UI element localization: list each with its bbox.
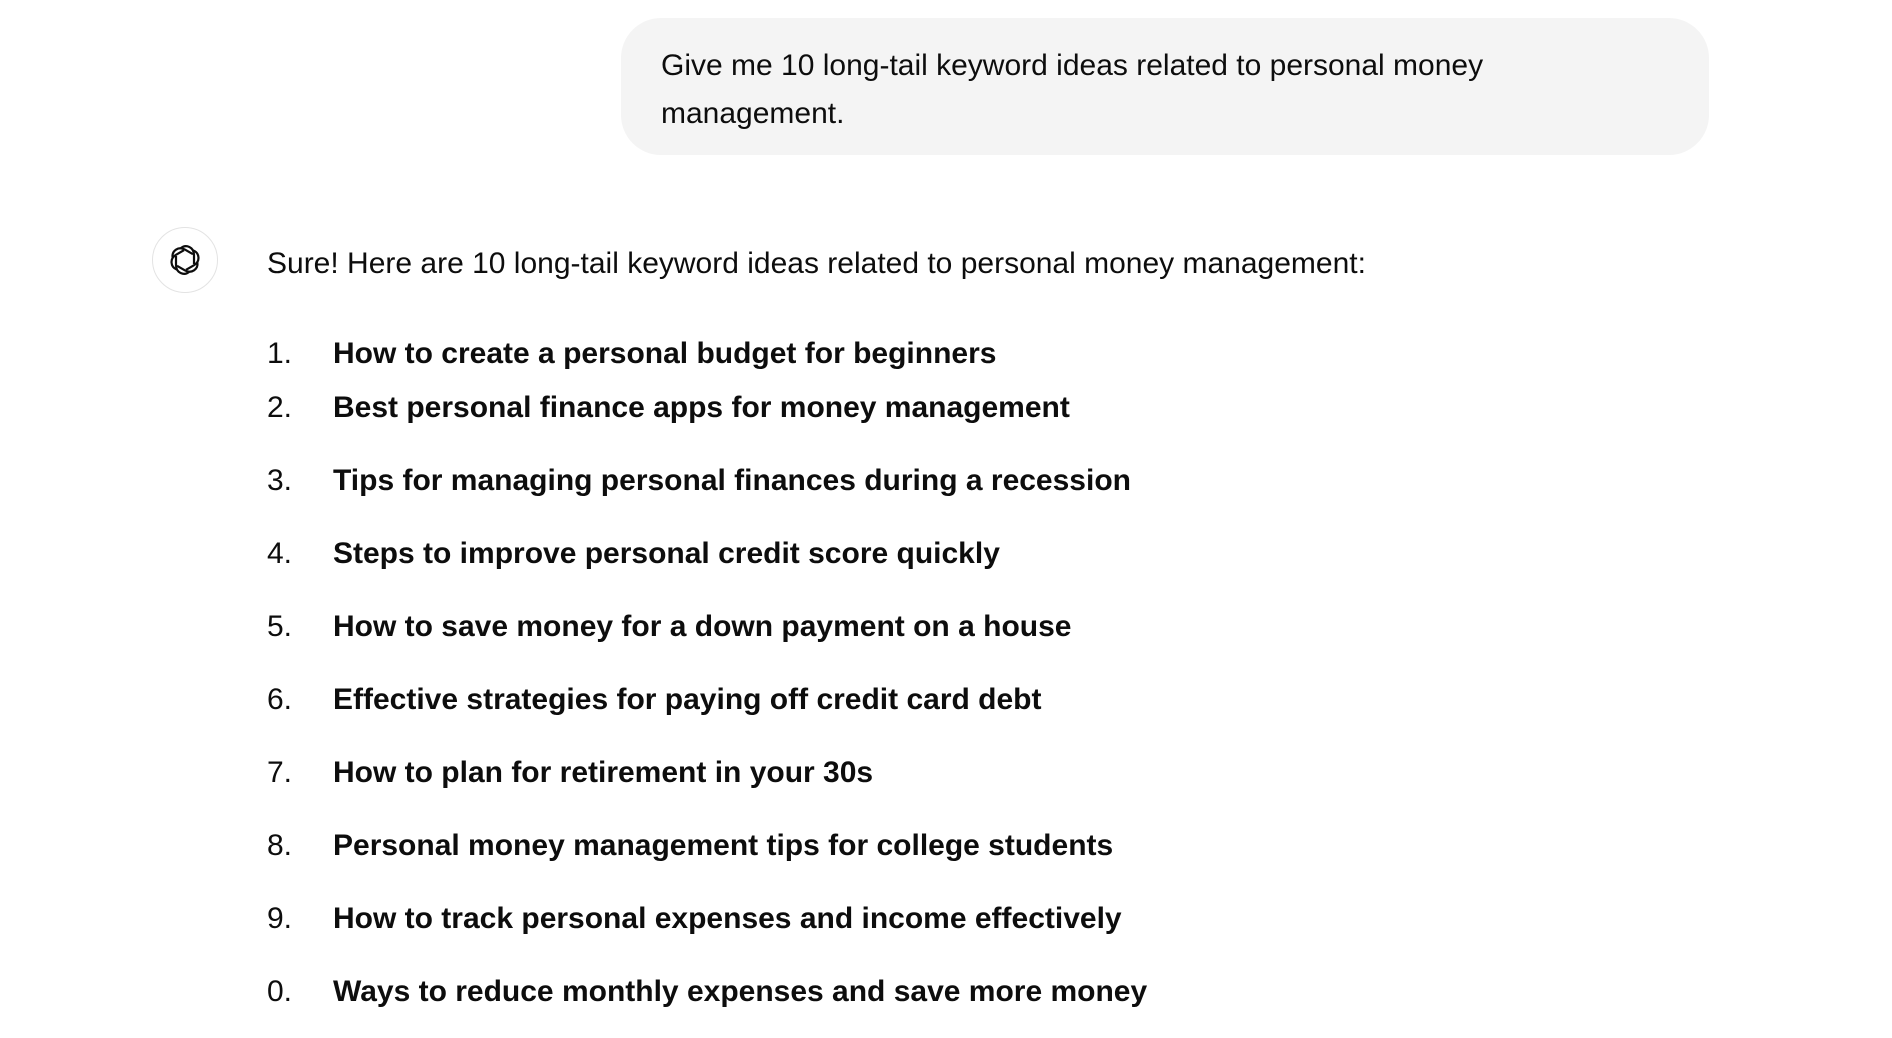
user-message-text: Give me 10 long-tail keyword ideas related to personal money management. [661, 49, 1484, 130]
keyword-list [267, 337, 1147, 1028]
user-message-bubble [621, 18, 1709, 155]
list-item [267, 371, 1147, 444]
list-item-number: 8. [267, 828, 293, 862]
list-item-number: 4. [267, 536, 293, 570]
list-item-text: Effective strategies for paying off credit card debt [333, 682, 1042, 716]
list-item-number: 5. [267, 609, 293, 643]
openai-logo-icon [165, 240, 205, 280]
list-item-text: How to plan for retirement in your 30s [333, 755, 874, 789]
list-item-number: 9. [267, 901, 293, 935]
list-item-text: How to create a personal budget for beginners [333, 337, 997, 370]
list-item-text: Steps to improve personal credit score quickly [333, 536, 1000, 570]
list-item [267, 590, 1147, 663]
list-item [267, 517, 1147, 590]
list-item [267, 809, 1147, 882]
list-item [267, 882, 1147, 955]
list-item [267, 736, 1147, 809]
list-item-text: How to save money for a down payment on a house [333, 609, 1072, 643]
list-item-number: 6. [267, 682, 293, 716]
list-item-text: Ways to reduce monthly expenses and save more money [333, 974, 1148, 1008]
assistant-intro-text: Sure! Here are 10 long-tail keyword ideas related to personal money management: [267, 247, 1366, 280]
list-item-text: How to track personal expenses and income effectively [333, 901, 1122, 935]
list-item [267, 955, 1147, 1028]
assistant-avatar [152, 227, 218, 293]
list-item [267, 444, 1147, 517]
list-item-number: 0. [267, 974, 293, 1008]
list-item-number: 7. [267, 755, 293, 789]
list-item [267, 337, 1147, 371]
list-item-number: 3. [267, 463, 293, 497]
list-item [267, 663, 1147, 736]
list-item-number: 1. [267, 337, 293, 370]
list-item-text: Personal money management tips for college students [333, 828, 1114, 862]
list-item-text: Best personal finance apps for money management [333, 390, 1070, 424]
list-item-number: 2. [267, 390, 293, 424]
list-item-text: Tips for managing personal finances during a recession [333, 463, 1131, 497]
